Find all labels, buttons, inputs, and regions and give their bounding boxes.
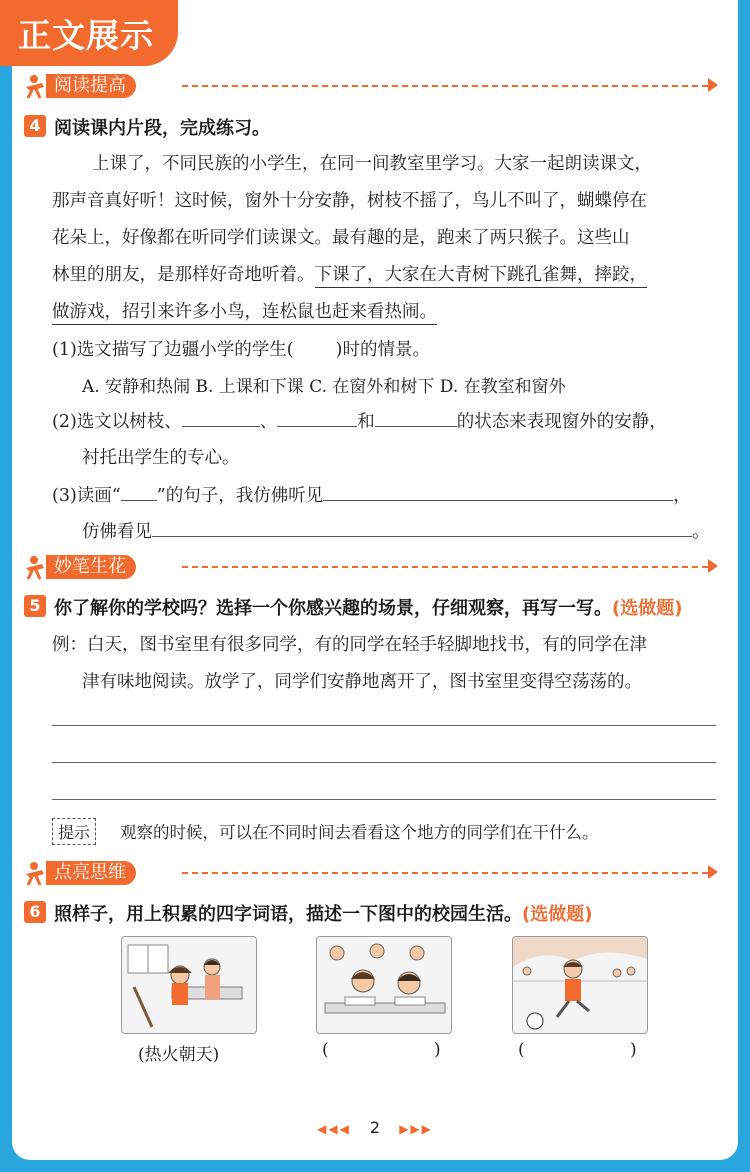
underlined-sentence: 下课了，大家在大青树下跳孔雀舞，摔跤， — [315, 265, 648, 288]
section-header-reading — [22, 73, 722, 99]
question-text: 照样子，用上积累的四字词语，描述一下图中的校园生活。 — [54, 904, 522, 925]
passage-text: 林里的朋友，是那样好奇地听着。 — [52, 265, 315, 285]
sub-question-2 — [52, 408, 667, 433]
sub-question-text: 仿佛看见 — [82, 522, 152, 542]
sub-question-text: (3)读画“ — [52, 486, 121, 506]
section-header-thinking — [22, 860, 722, 886]
sub-question-text: 、 — [259, 412, 278, 432]
sub-question-3 — [52, 482, 691, 507]
arrow-right-icon — [708, 865, 718, 879]
answer-blank[interactable] — [182, 412, 260, 427]
sub-question-text: 和 — [357, 412, 375, 432]
caption-close: ) — [434, 1040, 441, 1060]
question-text: 你了解你的学校吗？选择一个你感兴趣的场景，仔细观察，再写一写。 — [54, 598, 612, 619]
sub-question-2-cont: 衬托出学生的专心。 — [82, 448, 240, 468]
optional-tag: (选做题) — [522, 904, 593, 925]
passage-line: 上课了，不同民族的小学生，在同一间教室里学习。大家一起朗读课文， — [92, 154, 652, 174]
sub-question-text: ， — [673, 486, 691, 506]
tip-text: 观察的时候，可以在不同时间去看看这个地方的同学们在干什么。 — [120, 823, 599, 842]
writing-line[interactable] — [52, 799, 716, 800]
caption-open: ( — [322, 1040, 329, 1060]
section-label: 阅读提高 — [46, 74, 136, 98]
header-banner — [0, 0, 178, 66]
section-divider — [182, 566, 708, 568]
answer-blank[interactable] — [121, 486, 157, 501]
answer-blank[interactable] — [152, 522, 692, 537]
tip-label: 提示 — [52, 818, 96, 845]
section-label: 妙笔生花 — [46, 555, 136, 579]
answer-options: A. 安静和热闹 B. 上课和下课 C. 在窗外和树下 D. 在教室和窗外 — [82, 377, 566, 397]
sub-question-text: (1)选文描写了边疆小学的学生( — [52, 340, 294, 360]
question-title — [54, 594, 682, 620]
sub-question-text: 的状态来表现窗外的安静， — [456, 412, 667, 432]
answer-blank[interactable] — [375, 412, 457, 427]
sub-question-1 — [52, 336, 430, 361]
caption-example: (热火朝天) — [138, 1045, 220, 1065]
question-title — [54, 900, 592, 926]
prev-arrows-icon: ◀◀◀ — [317, 1122, 351, 1136]
sub-question-text: (2)选文以树枝、 — [52, 412, 182, 432]
passage-line: 那声音真好听！这时候，窗外十分安静，树枝不摇了，鸟儿不叫了，蝴蝶停在 — [52, 191, 647, 211]
question-number: 5 — [24, 595, 46, 617]
page-footer — [0, 1118, 750, 1137]
sub-question-text: ”的句子，我仿佛听见 — [156, 486, 324, 506]
caption-close: ) — [630, 1040, 637, 1060]
arrow-right-icon — [708, 559, 718, 573]
sub-question-3-cont — [82, 518, 710, 543]
page-number: 2 — [369, 1118, 381, 1137]
classroom-study-illustration — [316, 936, 452, 1034]
question-number: 4 — [24, 115, 46, 137]
classroom-cleaning-illustration — [121, 936, 257, 1034]
next-arrows-icon: ▶▶▶ — [399, 1122, 433, 1136]
answer-blank[interactable] — [277, 412, 357, 427]
sub-question-text: )时的情景。 — [335, 340, 430, 360]
passage-line — [52, 261, 647, 286]
example-line: 例：白天，图书室里有很多同学，有的同学在轻手轻脚地找书，有的同学在津 — [52, 635, 647, 655]
passage-line: 花朵上，好像都在听同学们读课文。最有趣的是，跑来了两只猴子。这些山 — [52, 228, 630, 248]
example-line: 津有味地阅读。放学了，同学们安静地离开了，图书室里变得空荡荡的。 — [82, 672, 642, 692]
banner-title: 正文展示 — [18, 16, 154, 55]
optional-tag: (选做题) — [612, 598, 683, 619]
section-header-writing — [22, 554, 722, 580]
question-number: 6 — [24, 901, 46, 923]
section-label: 点亮思维 — [46, 861, 136, 885]
section-divider — [182, 872, 708, 874]
writing-line[interactable] — [52, 725, 716, 726]
question-title: 阅读课内片段，完成练习。 — [54, 118, 270, 139]
playground-illustration — [512, 936, 648, 1034]
caption-open: ( — [518, 1040, 525, 1060]
underlined-sentence: 做游戏，招引来许多小鸟，连松鼠也赶来看热闹。 — [52, 302, 437, 325]
arrow-right-icon — [708, 78, 718, 92]
answer-blank[interactable] — [323, 486, 673, 501]
sub-question-text: 。 — [692, 522, 710, 542]
writing-line[interactable] — [52, 762, 716, 763]
passage-line — [52, 298, 437, 323]
section-divider — [182, 85, 708, 87]
